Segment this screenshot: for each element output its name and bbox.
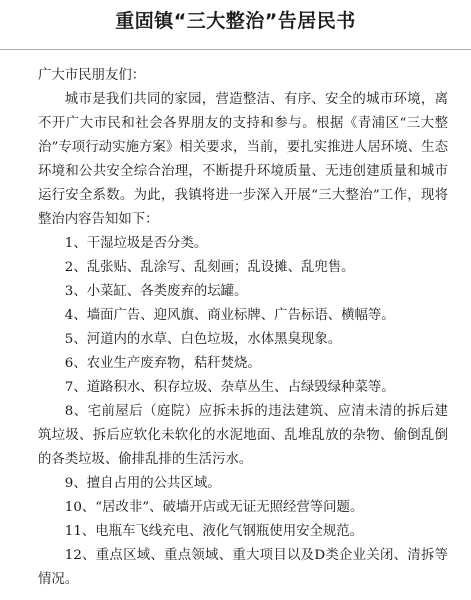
list-item: 12、重点区域、重点领域、重大项目以及D类企业关闭、清拆等情况。 xyxy=(38,548,448,587)
list-item: 11、电瓶车飞线充电、液化气钢瓶使用安全规范。 xyxy=(64,524,364,539)
list-item: 4、墙面广告、迎风旗、商业标牌、广告标语、横幅等。 xyxy=(64,308,395,323)
list-item: 7、道路积水、积存垃圾、杂草丛生、占绿毁绿种菜等。 xyxy=(64,380,395,395)
list-item: 3、小菜缸、各类废弃的坛罐。 xyxy=(64,284,248,299)
salutation: 广大市民朋友们： xyxy=(38,68,146,83)
list-item: 9、擅自占用的公共区域。 xyxy=(64,476,221,491)
list-item: 6、农业生产废弃物，秸秆焚烧。 xyxy=(64,356,261,371)
title-divider xyxy=(0,49,471,50)
page-title: 重固镇“三大整治”告居民书 xyxy=(115,10,356,32)
list-item: 8、宅前屋后（庭院）应拆未拆的违法建筑、应清未清的拆后建筑垃圾、拆后应软化未软化的水泥地面、乱堆乱放的杂物、偷倒乱倒的各类垃圾、偷排乱排的生活污水。 xyxy=(38,404,448,467)
list-item: 5、河道内的水草、白色垃圾，水体黑臭现象。 xyxy=(64,332,342,347)
list-item: 10、“居改非”、破墙开店或无证无照经营等问题。 xyxy=(64,500,364,515)
list-item: 2、乱张贴、乱涂写、乱刻画；乱设摊、乱兜售。 xyxy=(64,260,355,275)
list-item: 1、干湿垃圾是否分类。 xyxy=(64,236,208,251)
document-body xyxy=(38,64,448,592)
intro-paragraph: 城市是我们共同的家园，营造整洁、有序、安全的城市环境，离不开广大市民和社会各界朋友的支持和参与。根据《青浦区“三大整治”专项行动实施方案》相关要求，当前，要扎实推进人居环境、生态环境和公共安全综合治理，不断提升环境质量、无违创建质量和城市运行安全系数。为此，我镇将进一步深入开展“三大整治”工作，现将整治内容告知如下： xyxy=(38,92,448,227)
